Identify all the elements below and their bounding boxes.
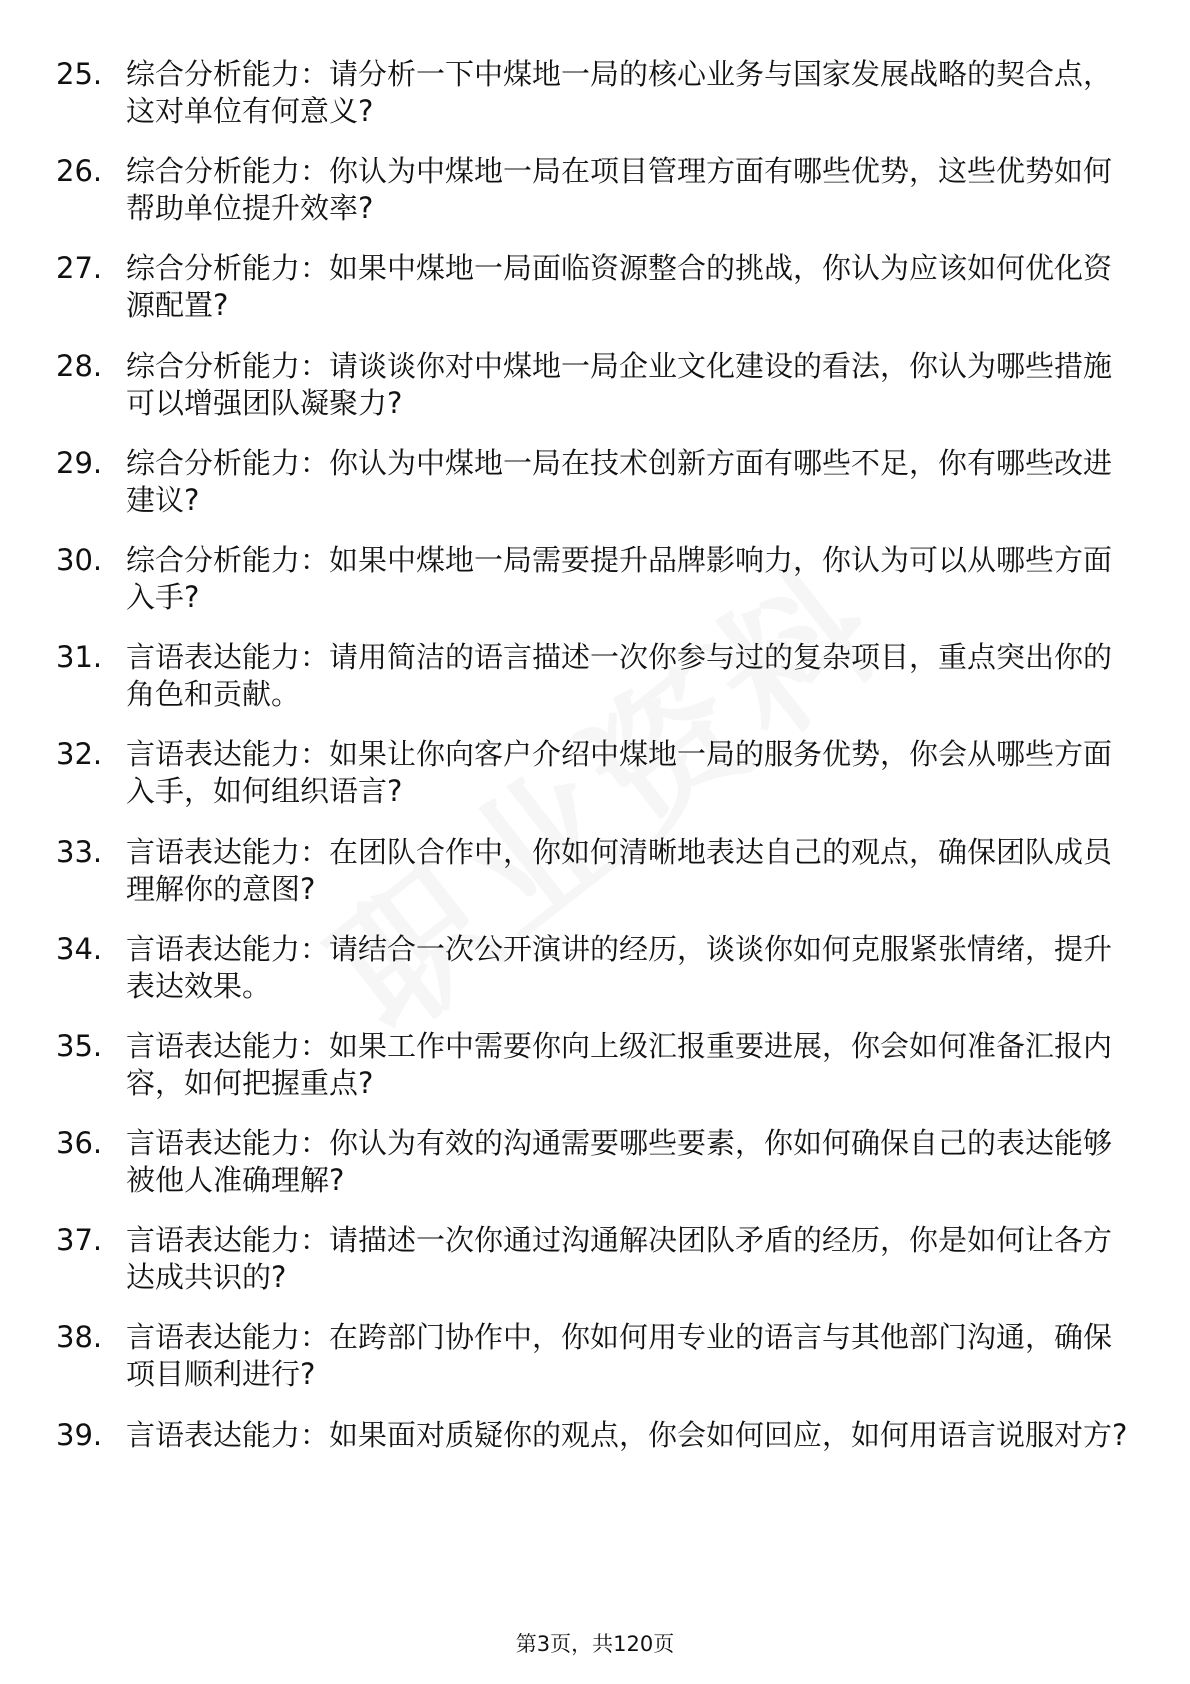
question-number: 39. <box>56 1417 103 1452</box>
question-number: 34. <box>56 931 103 966</box>
question-item <box>0 1022 1190 1119</box>
question-number: 29. <box>56 445 103 480</box>
question-item <box>0 244 1190 341</box>
question-item <box>0 633 1190 730</box>
question-number: 35. <box>56 1028 103 1063</box>
question-list <box>0 50 1190 1508</box>
question-text: 综合分析能力：请分析一下中煤地一局的核心业务与国家发展战略的契合点，这对单位有何意义? <box>126 57 1113 128</box>
question-item <box>0 925 1190 1022</box>
question-item <box>0 730 1190 827</box>
question-text: 言语表达能力：请用简洁的语言描述一次你参与过的复杂项目，重点突出你的角色和贡献。 <box>126 640 1113 712</box>
question-text: 综合分析能力：你认为中煤地一局在技术创新方面有哪些不足，你有哪些改进建议? <box>126 445 1113 517</box>
question-number: 33. <box>56 834 103 869</box>
question-number: 36. <box>56 1126 103 1161</box>
question-text: 综合分析能力：你认为中煤地一局在项目管理方面有哪些优势，这些优势如何帮助单位提升效率? <box>126 154 1113 226</box>
question-text: 综合分析能力：如果中煤地一局需要提升品牌影响力，你认为可以从哪些方面入手? <box>126 542 1113 614</box>
question-text: 言语表达能力：请描述一次你通过沟通解决团队矛盾的经历，你是如何让各方达成共识的? <box>126 1223 1113 1295</box>
question-number: 26. <box>56 154 103 189</box>
question-number: 30. <box>56 542 103 577</box>
question-number: 37. <box>56 1223 103 1258</box>
question-item <box>0 1411 1190 1508</box>
question-item <box>0 1216 1190 1313</box>
question-item <box>0 439 1190 536</box>
question-item <box>0 1119 1190 1216</box>
question-text: 言语表达能力：请结合一次公开演讲的经历，谈谈你如何克服紧张情绪，提升表达效果。 <box>126 931 1113 1003</box>
question-number: 31. <box>56 640 103 675</box>
question-text: 言语表达能力：如果工作中需要你向上级汇报重要进展，你会如何准备汇报内容，如何把握重点? <box>126 1028 1113 1100</box>
question-text: 言语表达能力：在团队合作中，你如何清晰地表达自己的观点，确保团队成员理解你的意图? <box>126 834 1113 906</box>
question-item <box>0 342 1190 439</box>
question-text: 综合分析能力：如果中煤地一局面临资源整合的挑战，你认为应该如何优化资源配置? <box>126 251 1113 323</box>
question-item <box>0 536 1190 633</box>
question-text: 言语表达能力：如果让你向客户介绍中煤地一局的服务优势，你会从哪些方面入手，如何组织语言? <box>126 737 1113 809</box>
question-number: 28. <box>56 348 103 383</box>
question-text: 言语表达能力：在跨部门协作中，你如何用专业的语言与其他部门沟通，确保项目顺利进行? <box>126 1320 1113 1392</box>
question-item <box>0 147 1190 244</box>
question-number: 38. <box>56 1320 103 1355</box>
question-number: 32. <box>56 737 103 772</box>
question-text: 言语表达能力：你认为有效的沟通需要哪些要素，你如何确保自己的表达能够被他人准确理解? <box>126 1126 1113 1198</box>
question-text: 综合分析能力：请谈谈你对中煤地一局企业文化建设的看法，你认为哪些措施可以增强团队凝聚力? <box>126 348 1113 420</box>
question-text: 言语表达能力：如果面对质疑你的观点，你会如何回应，如何用语言说服对方? <box>126 1417 1128 1452</box>
question-number: 25. <box>56 57 103 91</box>
question-item <box>0 828 1190 925</box>
question-item <box>0 1313 1190 1410</box>
page-footer: 第3页，共120页 <box>515 1632 675 1656</box>
question-item <box>0 50 1190 147</box>
question-number: 27. <box>56 251 103 286</box>
